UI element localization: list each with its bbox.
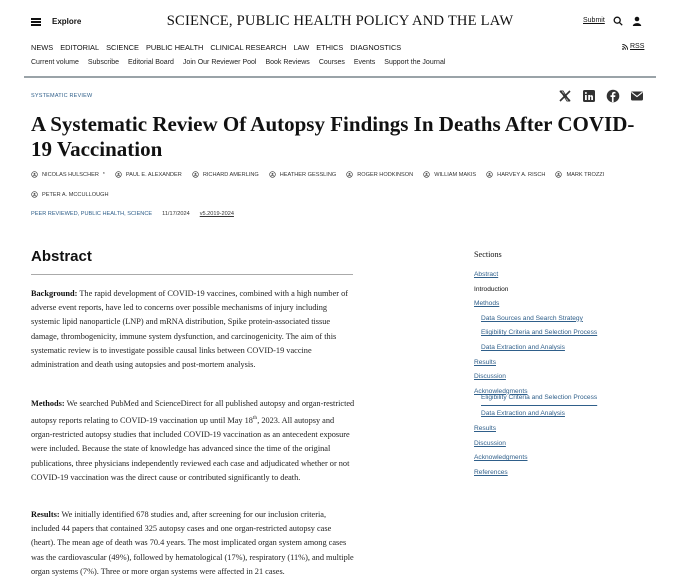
author-item[interactable]: [423, 171, 476, 178]
section-link-label: Data Sources and Search Strategy: [481, 314, 583, 322]
top-bar: [0, 0, 680, 40]
section-link-label: Introduction: [474, 285, 509, 293]
author-name: HARVEY A. RISCH: [497, 171, 546, 178]
secondary-nav: [31, 59, 445, 66]
rss-link[interactable]: [622, 43, 644, 50]
section-link-abstract[interactable]: [474, 268, 654, 283]
author-item[interactable]: [555, 171, 604, 178]
section-link-label: Data Extraction and Analysis: [481, 410, 565, 418]
author-name: NICOLAS HULSCHER: [42, 171, 99, 178]
author-item[interactable]: [486, 171, 545, 178]
section-link-label: Results: [474, 424, 496, 432]
author-item[interactable]: [31, 171, 105, 178]
subnav-item-subscribe[interactable]: Subscribe: [87, 59, 119, 66]
methods-label: Methods:: [31, 399, 65, 408]
primary-nav: [31, 43, 401, 52]
nav-item-diagnostics[interactable]: DIAGNOSTICS: [350, 43, 402, 52]
section-link-label: References: [474, 468, 508, 476]
results-text: We initially identified 678 studies and, after screening for our inclusion criteria, included 44 papers that contained 325 autopsy cases and one organ-restricted autopsy case (heart). The mean age of death was 70.4 years. The most implicated organ system among cases was the cardiovascular (49%), followed by hematological (17%), respiratory (11%), and multiple organ systems (7%). Three or more organ systems were affected in 21 cases.: [31, 510, 354, 576]
section-link-label: Methods: [474, 300, 500, 308]
rss-label: RSS: [630, 43, 645, 50]
author-icon: [555, 171, 562, 178]
author-icon: [31, 191, 38, 198]
section-link-results[interactable]: [474, 422, 654, 437]
author-icon: [192, 171, 199, 178]
section-link-label: Abstract: [474, 271, 499, 278]
article-meta: [31, 211, 234, 217]
section-link-label: Eligibility Criteria and Selection Process: [481, 394, 598, 402]
methods-text: We searched PubMed and ScienceDirect for all published autopsy and organ-restricted autopsy reports relating to COVID-19 vaccination up until May 18: [31, 399, 355, 425]
section-link-eligibility-criteria-and-selection-process[interactable]: [474, 326, 654, 341]
section-link-data-sources-and-search-strategy[interactable]: [474, 312, 654, 327]
section-link-label: Acknowledgments: [474, 454, 528, 462]
author-list: [31, 171, 651, 198]
version-link[interactable]: v5.2019-2024: [199, 211, 234, 217]
article-topics[interactable]: PEER REVIEWED, PUBLIC HEALTH, SCIENCE: [31, 211, 153, 217]
email-share-icon[interactable]: [630, 89, 644, 103]
nav-item-law[interactable]: LAW: [293, 43, 310, 52]
author-name: MARK TROZZI: [566, 171, 605, 178]
subnav-item-join-our-reviewer-pool[interactable]: Join Our Reviewer Pool: [182, 59, 257, 66]
sections-heading: Sections: [474, 250, 502, 259]
section-link-label: Discussion: [474, 373, 506, 381]
nav-item-public-health[interactable]: PUBLIC HEALTH: [145, 43, 204, 52]
abstract-heading: Abstract: [31, 248, 92, 265]
submit-link[interactable]: Submit: [583, 17, 605, 24]
author-icon: [423, 171, 430, 178]
subnav-item-current-volume[interactable]: Current volume: [31, 59, 79, 66]
section-link-eligibility-criteria-and-selection-process[interactable]: [474, 394, 654, 407]
author-name: WILLIAM MAKIS: [434, 171, 477, 178]
author-icon: [346, 171, 353, 178]
search-icon[interactable]: [613, 16, 623, 26]
abstract-results: [31, 508, 356, 579]
corresponding-author-marker: *: [102, 171, 105, 178]
facebook-share-icon[interactable]: [606, 89, 620, 103]
subnav-item-events[interactable]: Events: [353, 59, 376, 66]
results-label: Results:: [31, 510, 60, 519]
section-link-label: Discussion: [474, 439, 506, 447]
subnav-item-editorial-board[interactable]: Editorial Board: [128, 59, 174, 66]
author-name: RICHARD AMERLING: [202, 171, 259, 178]
linkedin-share-icon[interactable]: [582, 89, 596, 103]
site-title[interactable]: SCIENCE, PUBLIC HEALTH POLICY AND THE LAW: [166, 13, 514, 29]
section-link-references[interactable]: [474, 466, 654, 481]
abstract-divider: [31, 274, 353, 275]
header-divider: [24, 76, 656, 78]
nav-item-clinical-research[interactable]: CLINICAL RESEARCH: [210, 43, 287, 52]
section-link-introduction[interactable]: [474, 283, 654, 298]
author-icon: [269, 171, 276, 178]
background-text: The rapid development of COVID-19 vaccines, combined with a high number of adverse event reports, have led to concerns over possible mechanisms of injury including systemic lipid nanoparticle (LNP) and mRNA distribution, Spike protein-associated tissue damage, thrombogenicity, immune system dysfunction, and carcinogenicity. The aim of this systematic review is to investigate possible causal links between COVID-19 vaccine administration and death using autopsies and post-mortem analysis.: [31, 289, 348, 370]
section-link-methods[interactable]: [474, 297, 654, 312]
section-link-label: Data Extraction and Analysis: [481, 343, 565, 351]
user-icon[interactable]: [632, 16, 642, 26]
author-icon: [486, 171, 493, 178]
author-item[interactable]: [269, 171, 336, 178]
explore-button[interactable]: Explore: [52, 17, 82, 26]
section-link-label: Acknowledgments: [474, 387, 528, 395]
section-link-data-extraction-and-analysis[interactable]: [474, 407, 654, 422]
section-link-label: Results: [474, 358, 496, 366]
author-item[interactable]: [346, 171, 413, 178]
author-icon: [31, 171, 38, 178]
x-share-icon[interactable]: [558, 89, 572, 103]
section-link-data-extraction-and-analysis[interactable]: [474, 341, 654, 356]
author-icon: [115, 171, 122, 178]
abstract-methods: [31, 397, 356, 485]
nav-item-ethics[interactable]: ETHICS: [316, 43, 344, 52]
author-item[interactable]: [192, 171, 259, 178]
rss-icon: [622, 44, 628, 50]
sections-sidebar: [474, 250, 654, 480]
background-label: Background:: [31, 289, 78, 298]
share-bar: [558, 89, 644, 103]
section-link-discussion[interactable]: [474, 370, 654, 385]
abstract-background: [31, 287, 356, 372]
author-name: ROGER HODKINSON: [357, 171, 414, 178]
methods-superscript: th: [252, 415, 258, 422]
methods-text-continued: , 2023. All autopsy and organ-restricted autopsy studies that included COVID-19 vaccination as an antecedent exposure were included. Because the state of knowledge has advanced since the time of the original publications, three physicians independently reviewed each case and adjudicated whether or not COVID-19 vaccination was the direct cause or contributed significantly to death.: [31, 415, 350, 482]
article-type-badge[interactable]: SYSTEMATIC REVIEW: [31, 93, 93, 99]
nav-item-editorial[interactable]: EDITORIAL: [60, 43, 100, 52]
author-item[interactable]: [115, 171, 182, 178]
author-name: PETER A. MCCULLOUGH: [42, 191, 109, 198]
section-link-discussion[interactable]: [474, 437, 654, 452]
author-name: PAUL E. ALEXANDER: [125, 171, 182, 178]
author-name: HEATHER GESSLING: [279, 171, 337, 178]
publish-date: 11/17/2024: [162, 211, 190, 217]
section-link-results[interactable]: [474, 356, 654, 371]
nav-item-news[interactable]: NEWS: [31, 43, 54, 52]
section-link-acknowledgments[interactable]: [474, 451, 654, 466]
subnav-item-courses[interactable]: Courses: [318, 59, 345, 66]
subnav-item-book-reviews[interactable]: Book Reviews: [265, 59, 310, 66]
nav-item-science[interactable]: SCIENCE: [106, 43, 139, 52]
sections-list: [474, 268, 654, 480]
section-link-label: Eligibility Criteria and Selection Process: [481, 329, 598, 337]
author-item[interactable]: [31, 191, 109, 198]
article-title: A Systematic Review Of Autopsy Findings In Deaths After COVID-19 Vaccination: [31, 112, 635, 161]
subnav-item-support-the-journal[interactable]: Support the Journal: [384, 59, 446, 66]
